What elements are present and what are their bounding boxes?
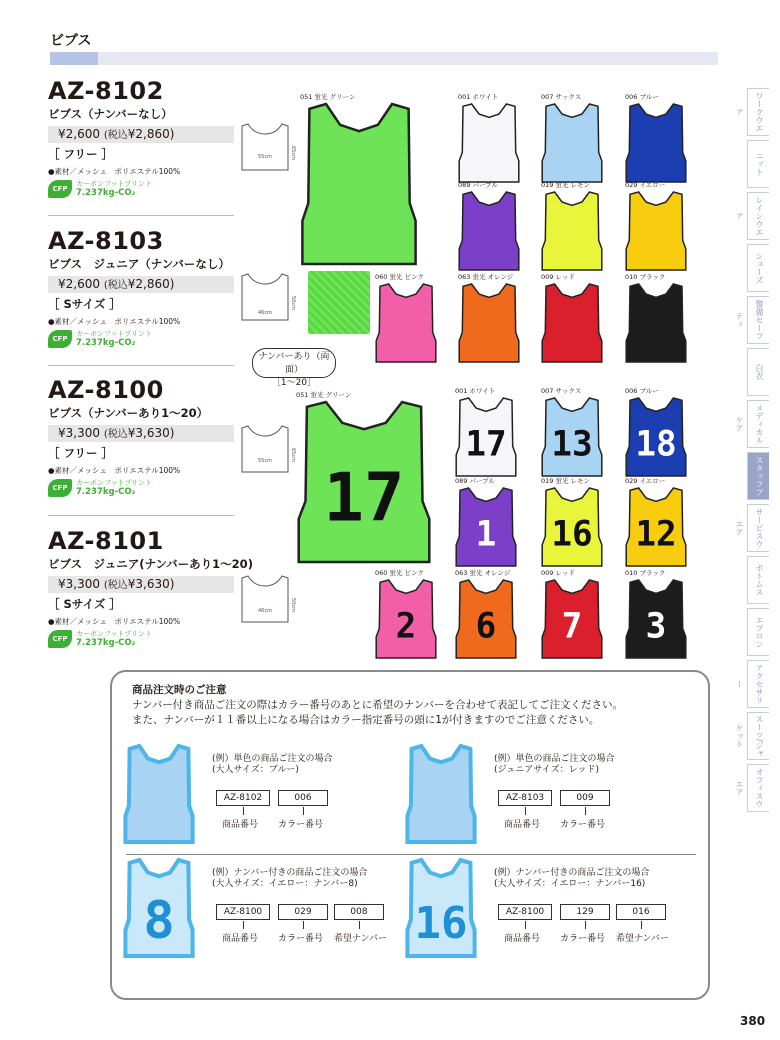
note-divider (126, 854, 696, 855)
color-label: 007 サックス (541, 93, 582, 101)
code-caption: 商品番号 (222, 820, 259, 830)
vest-swatch (458, 92, 520, 184)
color-caption: カラー番号 (278, 934, 324, 944)
vest-body (459, 192, 519, 270)
vest-swatch (455, 476, 517, 568)
material-text: ●素材／メッシュ ポリエステル100% (48, 167, 181, 176)
example-subtitle: (大人サイズ：イエロー：ナンバー8) (212, 879, 358, 889)
vest-number: 18 (635, 424, 677, 465)
color-label: 060 蛍光 ピンク (375, 569, 424, 577)
product-code: AZ-8100 (48, 376, 164, 404)
connector-tick (641, 921, 642, 929)
vest-number: 12 (635, 514, 677, 555)
vest-body (626, 192, 686, 270)
vest-body (459, 104, 519, 182)
product-name: ビブス ジュニア(ナンバーあり1～20) (48, 557, 253, 571)
side-tab[interactable]: スタッフブルゾン (747, 452, 769, 500)
vest-shape (300, 104, 418, 264)
side-tab[interactable]: メディカルケア (747, 400, 769, 448)
side-tab[interactable]: 警備セーフティ (747, 296, 769, 344)
vest-swatch (541, 568, 603, 660)
side-tab[interactable]: 白衣 (747, 348, 769, 396)
vest-swatch (541, 272, 603, 364)
vest-swatch (458, 272, 520, 364)
header-bar (50, 52, 718, 65)
color-caption: カラー番号 (560, 934, 606, 944)
color-box: 006 (278, 790, 328, 806)
page-number: 380 (740, 1014, 766, 1028)
vest-swatch (455, 568, 517, 660)
vest-swatch (458, 180, 520, 272)
vest-body (626, 104, 686, 182)
note-title: 商品注文時のご注意 (132, 684, 227, 696)
color-label: 019 蛍光 レモン (541, 477, 591, 485)
vest-shape (455, 580, 517, 658)
color-label: 029 イエロー (625, 181, 666, 189)
size-width: 46cm (258, 608, 272, 614)
vest-number: 16 (551, 514, 593, 555)
color-label: 001 ホワイト (458, 93, 499, 101)
price-bar: ¥2,600 (税込¥2,860) (48, 276, 234, 293)
number-box: 016 (616, 904, 666, 920)
vest-shape (625, 488, 687, 566)
vest-shape (455, 398, 517, 476)
example-title: (例）ナンバー付きの商品ご注文の場合 (212, 868, 368, 878)
color-label: 029 イエロー (625, 477, 666, 485)
vest-swatch (455, 386, 517, 478)
vest-shape (541, 284, 603, 362)
product-block (48, 78, 234, 201)
connector-tick (525, 807, 526, 815)
color-label: 009 レッド (541, 273, 575, 281)
size-height: 65cm (290, 448, 296, 462)
connector-tick (525, 921, 526, 929)
vest-swatch (300, 92, 418, 266)
vest-shape (541, 488, 603, 566)
color-label: 006 ブルー (625, 93, 659, 101)
color-label: 089 パープル (455, 477, 495, 485)
product-size: ［ フリー ］ (48, 446, 114, 460)
side-tab[interactable]: エプロン (747, 608, 769, 656)
cfp-leaf-icon: CFP (48, 630, 72, 648)
color-label: 051 蛍光 グリーン (300, 93, 356, 101)
color-label: 063 蛍光 オレンジ (458, 273, 514, 281)
product-name: ビブス（ナンバーなし） (48, 107, 173, 121)
vest-number: 2 (395, 606, 417, 647)
example-vest-number: 8 (143, 891, 175, 951)
product-code: AZ-8103 (48, 227, 164, 255)
side-tab[interactable]: シューズ (747, 244, 769, 292)
example-subtitle: (大人サイズ：イエロー：ナンバー16) (494, 879, 646, 889)
vest-swatch (541, 180, 603, 272)
vest-number: 17 (465, 424, 507, 465)
vest-body (626, 284, 686, 362)
connector-tick (303, 807, 304, 815)
section-title: ビブス (50, 33, 92, 49)
size-width: 55cm (258, 154, 272, 160)
product-block (48, 527, 253, 651)
price-bar: ¥3,300 (税込¥3,630) (48, 425, 234, 442)
vest-shape (375, 580, 437, 658)
example-vest (406, 860, 476, 956)
vest-number: 6 (475, 606, 497, 647)
vest-swatch (625, 180, 687, 272)
vest-number: 13 (551, 424, 593, 465)
side-tab[interactable]: ニット (747, 140, 769, 188)
code-box: AZ-8100 (216, 904, 270, 920)
side-tab[interactable]: スーツ/ジャケット (747, 712, 769, 760)
size-width: 55cm (258, 458, 272, 464)
color-label: 006 ブルー (625, 387, 659, 395)
product-size: ［ Sサイズ ］ (48, 297, 121, 311)
vest-swatch (541, 386, 603, 478)
vest-swatch (625, 386, 687, 478)
material-text: ●素材／メッシュ ポリエステル100% (48, 317, 181, 326)
number-caption: 希望ナンバー (334, 934, 387, 944)
vest-swatch (541, 92, 603, 184)
product-name: ビブス（ナンバーあり1～20） (48, 406, 209, 420)
color-label: 060 蛍光 ピンク (375, 273, 424, 281)
cfp-leaf-icon: CFP (48, 479, 72, 497)
example-title: (例）単色の商品ご注文の場合 (494, 754, 615, 764)
price-bar: ¥3,300 (税込¥3,630) (48, 576, 234, 593)
product-size: ［ Sサイズ ］ (48, 597, 121, 611)
example-title: (例）ナンバー付きの商品ご注文の場合 (494, 868, 650, 878)
example-vest-body (125, 746, 192, 842)
fabric-swatch (308, 271, 370, 334)
side-tab[interactable]: ワークウエア (747, 88, 769, 136)
color-caption: カラー番号 (278, 820, 324, 830)
color-label: 089 パープル (458, 181, 498, 189)
side-tab[interactable]: アクセサリー (747, 660, 769, 708)
size-diagram (236, 422, 296, 480)
example-vest (124, 746, 194, 842)
vest-swatch (625, 272, 687, 364)
vest-shape (296, 402, 432, 562)
size-diagram (236, 572, 296, 630)
cfp-mark: CFP カーボンフットプリント 7.237kg-CO₂ (48, 179, 234, 201)
connector-tick (303, 921, 304, 929)
price-bar: ¥2,600 (税込¥2,860) (48, 126, 234, 143)
color-label: 001 ホワイト (455, 387, 496, 395)
vest-shape (625, 398, 687, 476)
vest-number: 7 (561, 606, 583, 647)
example-vest-body (407, 746, 474, 842)
vest-body (542, 284, 602, 362)
vest-shape (455, 488, 517, 566)
color-label: 009 レッド (541, 569, 575, 577)
vest-swatch (375, 272, 437, 364)
vest-shape (625, 580, 687, 658)
cfp-leaf-icon: CFP (48, 330, 72, 348)
connector-tick (243, 921, 244, 929)
code-caption: 商品番号 (504, 820, 541, 830)
vest-swatch (296, 390, 432, 564)
code-box: AZ-8100 (498, 904, 552, 920)
cfp-mark: CFP カーボンフットプリント 7.237kg-CO₂ (48, 329, 234, 351)
size-height: 65cm (290, 146, 296, 160)
vest-swatch (625, 92, 687, 184)
vest-swatch (541, 476, 603, 568)
connector-tick (359, 921, 360, 929)
size-height: 50cm (290, 598, 296, 612)
connector-tick (585, 807, 586, 815)
side-tab[interactable]: レインウエア (747, 192, 769, 240)
cfp-mark: CFP カーボンフットプリント 7.237kg-CO₂ (48, 629, 234, 651)
example-title: (例）単色の商品ご注文の場合 (212, 754, 333, 764)
vest-shape (375, 284, 437, 362)
vest-body (302, 104, 415, 264)
connector-tick (243, 807, 244, 815)
vest-number: 3 (645, 606, 667, 647)
color-label: 019 蛍光 レモン (541, 181, 591, 189)
vest-shape (541, 398, 603, 476)
connector-tick (585, 921, 586, 929)
product-code: AZ-8101 (48, 527, 164, 555)
vest-shape (458, 192, 520, 270)
color-label: 010 ブラック (625, 569, 666, 577)
product-name: ビブス ジュニア（ナンバーなし） (48, 257, 230, 271)
color-label: 007 サックス (541, 387, 582, 395)
color-label: 051 蛍光 グリーン (296, 391, 352, 399)
color-box: 029 (278, 904, 328, 920)
vest-swatch (625, 568, 687, 660)
order-note-panel (110, 670, 710, 1000)
code-box: AZ-8103 (498, 790, 552, 806)
material-text: ●素材／メッシュ ポリエステル100% (48, 466, 181, 475)
color-caption: カラー番号 (560, 820, 606, 830)
side-tab[interactable]: ボトムス (747, 556, 769, 604)
vest-body (542, 192, 602, 270)
product-code: AZ-8102 (48, 77, 164, 105)
example-vest (124, 860, 194, 956)
code-caption: 商品番号 (504, 934, 541, 944)
vest-number: 1 (475, 514, 497, 555)
vest-swatch (375, 568, 437, 660)
cfp-mark: CFP カーボンフットプリント 7.237kg-CO₂ (48, 478, 234, 500)
vest-shape (625, 104, 687, 182)
code-box: AZ-8102 (216, 790, 270, 806)
example-subtitle: (ジュニアサイズ：レッド) (494, 765, 600, 775)
color-box: 129 (560, 904, 610, 920)
color-label: 063 蛍光 オレンジ (455, 569, 511, 577)
side-tab[interactable]: オフィスウエア (747, 764, 769, 812)
number-note-pill: ナンバーあり（両面） ［1～20］ (252, 348, 336, 378)
product-size: ［ フリー ］ (48, 147, 114, 161)
vest-shape (541, 580, 603, 658)
vest-body (376, 284, 436, 362)
vest-body (542, 104, 602, 182)
vest-shape (458, 104, 520, 182)
example-vest (406, 746, 476, 842)
note-line: ナンバー付き商品ご注文の際はカラー番号のあとに希望のナンバーを合わせて表記してご注文ください。 (132, 699, 623, 711)
vest-body (459, 284, 519, 362)
vest-shape (625, 284, 687, 362)
example-vest-number: 16 (414, 898, 468, 949)
color-label: 010 ブラック (625, 273, 666, 281)
code-caption: 商品番号 (222, 934, 259, 944)
vest-shape (541, 192, 603, 270)
vest-number: 17 (323, 458, 405, 537)
vest-shape (625, 192, 687, 270)
vest-shape (541, 104, 603, 182)
example-subtitle: (大人サイズ：ブルー) (212, 765, 299, 775)
size-diagram (236, 120, 296, 178)
product-block (48, 228, 234, 351)
material-text: ●素材／メッシュ ポリエステル100% (48, 617, 181, 626)
vest-swatch (625, 476, 687, 568)
size-width: 46cm (258, 310, 272, 316)
color-box: 009 (560, 790, 610, 806)
product-block (48, 377, 234, 500)
number-caption: 希望ナンバー (616, 934, 669, 944)
number-box: 008 (334, 904, 384, 920)
note-line: また、ナンバーが１１番以上になる場合はカラー指定番号の頭に1が付きますのでご注意ください。 (132, 714, 600, 726)
vest-shape (458, 284, 520, 362)
side-tab[interactable]: サービスウエア (747, 504, 769, 552)
size-height: 50cm (290, 296, 296, 310)
size-diagram (236, 270, 296, 328)
cfp-leaf-icon: CFP (48, 180, 72, 198)
